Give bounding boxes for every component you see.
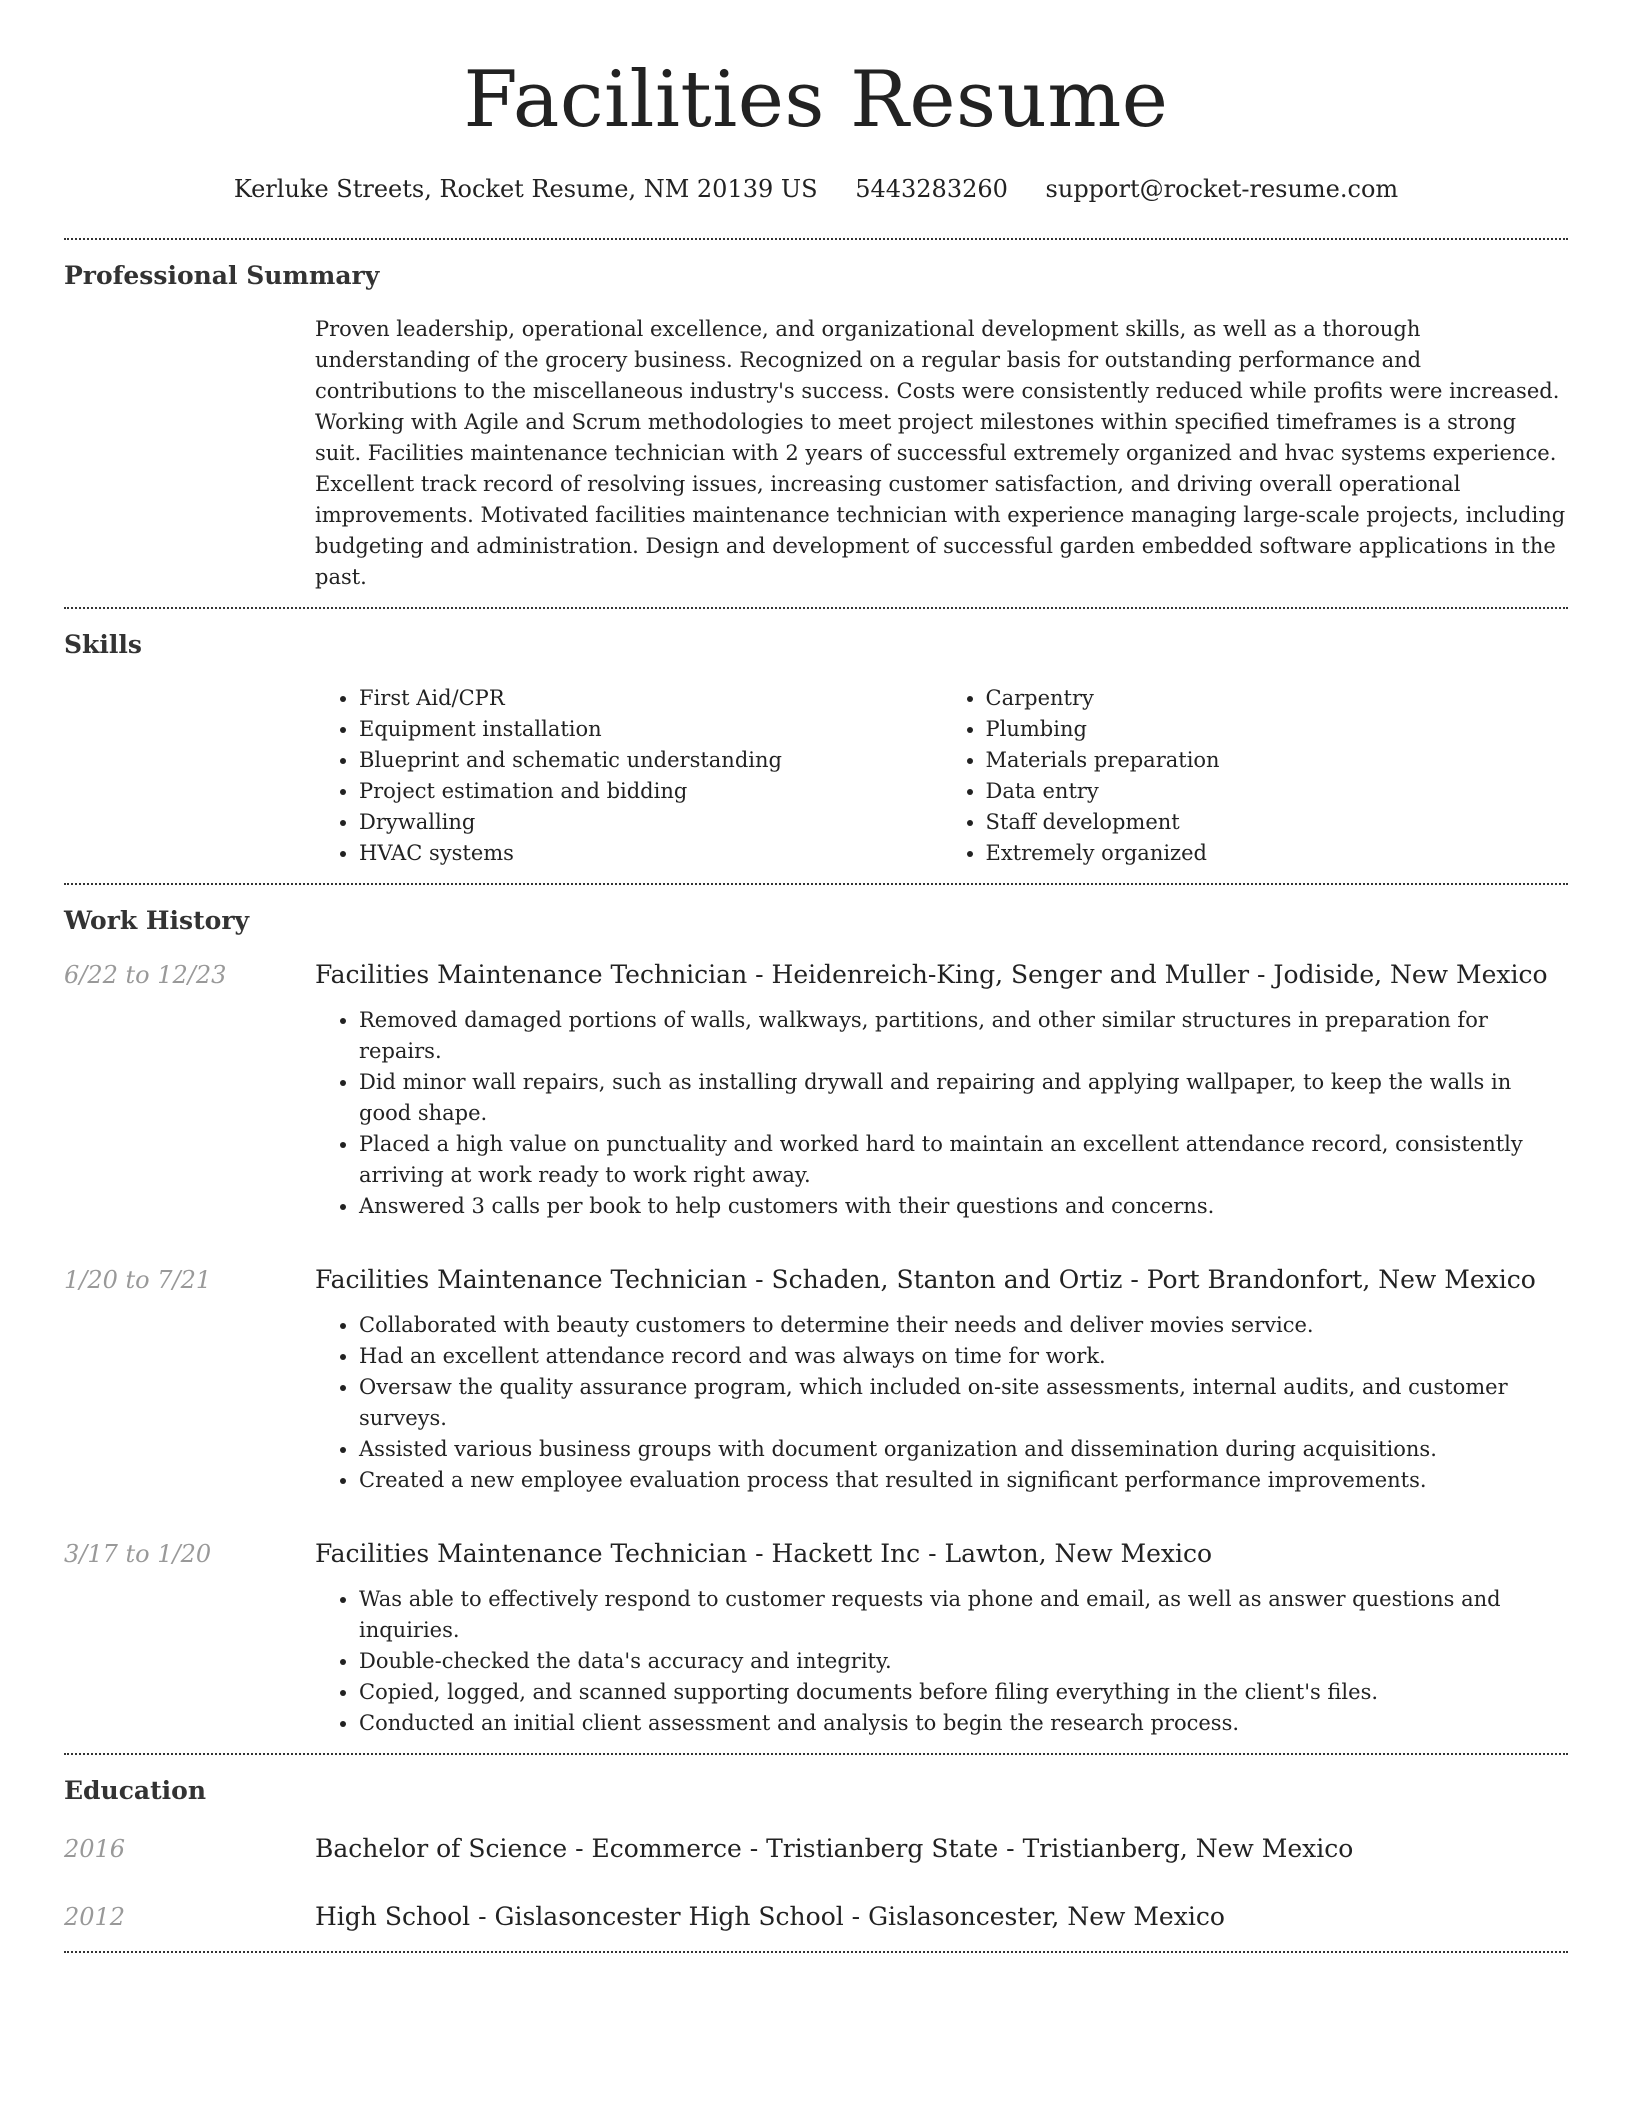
resume-header (64, 0, 1568, 204)
summary-text: Proven leadership, operational excellence, and organizational development skills, as well as a thorough understanding of the grocery business. Recognized on a regular basis for outstanding performance and contributions to the miscellaneous industry's success. Costs were consistently reduced while profits were increased. Working with Agile and Scrum methodologies to meet project milestones within specified timeframes is a strong suit. Facilities maintenance technician with 2 years of successful extremely organized and hvac systems experience. Excellent track record of resolving issues, increasing customer satisfaction, and driving overall operational improvements. Motivated facilities maintenance technician with experience managing large-scale projects, including budgeting and administration. Design and development of successful garden embedded software applications in the past. (315, 317, 1566, 589)
education-entry (64, 1833, 1568, 1865)
job-details (315, 1264, 1568, 1496)
education-details: High School - Gislasoncester High School - Gislasoncester, New Mexico (315, 1902, 1225, 1931)
education-section (64, 1755, 1568, 1943)
skills-columns (315, 683, 1568, 869)
skill-item: • Materials preparation (986, 745, 1569, 776)
skill-item: • Drywalling (359, 807, 942, 838)
job-details (315, 959, 1568, 1222)
skill-item: • Carpentry (986, 683, 1569, 714)
skill-item: • HVAC systems (359, 838, 942, 869)
job-bullet: • Assisted various business groups with document organization and dissemination during acquisitions. (359, 1434, 1568, 1465)
job-entry (64, 959, 1568, 1222)
job-bullets (315, 1310, 1568, 1496)
section-divider (64, 1951, 1568, 1953)
job-bullet: • Did minor wall repairs, such as installing drywall and repairing and applying wallpaper, to keep the walls in good shape. (359, 1067, 1568, 1129)
skill-item: • Blueprint and schematic understanding (359, 745, 942, 776)
contact-line (64, 174, 1568, 204)
job-bullet: • Had an excellent attendance record and was always on time for work. (359, 1341, 1568, 1372)
work-history-heading: Work History (64, 906, 250, 935)
contact-phone: 5443283260 (855, 175, 1008, 203)
contact-address: Kerluke Streets, Rocket Resume, NM 20139 US (233, 175, 818, 203)
skill-item: • Staff development (986, 807, 1569, 838)
job-bullet: • Copied, logged, and scanned supporting documents before filing everything in the client's files. (359, 1677, 1568, 1708)
job-title: Facilities Maintenance Technician - Heidenreich-King, Senger and Muller - Jodiside, New Mexico (315, 960, 1548, 989)
skill-item: • Data entry (986, 776, 1569, 807)
education-details: Bachelor of Science - Ecommerce - Tristianberg State - Tristianberg, New Mexico (315, 1834, 1354, 1863)
summary-section (64, 240, 1568, 593)
job-title: Facilities Maintenance Technician - Hackett Inc - Lawton, New Mexico (315, 1539, 1213, 1568)
job-bullet: • Conducted an initial client assessment and analysis to begin the research process. (359, 1708, 1568, 1739)
education-heading: Education (64, 1776, 207, 1805)
job-entry (64, 1264, 1568, 1496)
skill-item: • First Aid/CPR (359, 683, 942, 714)
summary-heading: Professional Summary (64, 261, 380, 290)
skills-section (64, 609, 1568, 869)
skill-item: • Equipment installation (359, 714, 942, 745)
contact-email: support@rocket-resume.com (1045, 175, 1399, 203)
work-history-section (64, 885, 1568, 1739)
job-bullet: • Collaborated with beauty customers to determine their needs and deliver movies service. (359, 1310, 1568, 1341)
job-bullets (315, 1584, 1568, 1739)
skills-heading: Skills (64, 630, 142, 659)
job-bullet: • Double-checked the data's accuracy and integrity. (359, 1646, 1568, 1677)
job-bullet: • Oversaw the quality assurance program, which included on-site assessments, internal audits, and customer surveys. (359, 1372, 1568, 1434)
skills-list-right (942, 683, 1569, 869)
skill-item: • Extremely organized (986, 838, 1569, 869)
job-bullet: • Created a new employee evaluation process that resulted in significant performance improvements. (359, 1465, 1568, 1496)
job-bullet: • Answered 3 calls per book to help customers with their questions and concerns. (359, 1191, 1568, 1222)
job-bullet: • Was able to effectively respond to customer requests via phone and email, as well as answer questions and inquiries. (359, 1584, 1568, 1646)
job-bullet: • Removed damaged portions of walls, walkways, partitions, and other similar structures in preparation for repairs. (359, 1005, 1568, 1067)
education-year: 2012 (64, 1903, 126, 1931)
job-bullets (315, 1005, 1568, 1222)
job-dates: 1/20 to 7/21 (64, 1266, 212, 1294)
job-dates: 6/22 to 12/23 (64, 961, 227, 989)
skill-item: • Project estimation and bidding (359, 776, 942, 807)
education-year: 2016 (64, 1835, 126, 1863)
resume-title: Facilities Resume (463, 55, 1169, 145)
job-entry (64, 1538, 1568, 1739)
job-dates: 3/17 to 1/20 (64, 1540, 212, 1568)
skills-list-left (315, 683, 942, 869)
job-bullet: • Placed a high value on punctuality and worked hard to maintain an excellent attendance record, consistently arriving at work ready to work right away. (359, 1129, 1568, 1191)
skill-item: • Plumbing (986, 714, 1569, 745)
job-title: Facilities Maintenance Technician - Schaden, Stanton and Ortiz - Port Brandonfort, New Mexico (315, 1265, 1536, 1294)
education-entry (64, 1901, 1568, 1933)
job-details (315, 1538, 1568, 1739)
